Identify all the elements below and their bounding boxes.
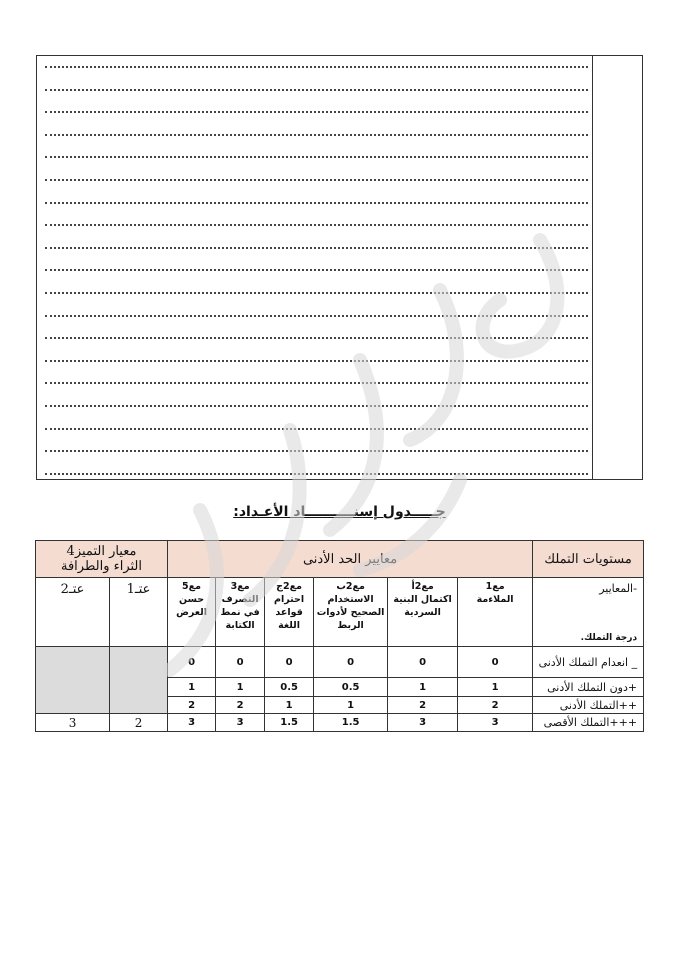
score-cell: 0.5 — [265, 678, 314, 697]
answer-box — [36, 55, 643, 480]
score-cell: 0 — [265, 647, 314, 678]
score-cell: 1 — [265, 697, 314, 714]
min-criteria-header: معايير الحد الأدنى — [168, 541, 533, 578]
writing-line — [45, 89, 588, 91]
score-cell: 2 — [216, 697, 265, 714]
excellence-score: 3 — [36, 714, 110, 732]
writing-line — [45, 269, 588, 271]
grading-table — [35, 540, 644, 732]
score-cell: 0 — [388, 647, 458, 678]
score-cell: 1.5 — [265, 714, 314, 732]
writing-line — [45, 337, 588, 339]
excellence-col-1: عتـ1 — [110, 578, 168, 647]
writing-line — [45, 66, 588, 68]
score-cell: 3 — [168, 714, 216, 732]
margin-line — [592, 56, 593, 479]
writing-line — [45, 202, 588, 204]
excellence-grey-cell — [110, 647, 168, 714]
levels-header: مستويات التملك — [533, 541, 644, 578]
score-cell: 0 — [216, 647, 265, 678]
score-cell: 3 — [458, 714, 533, 732]
criterion-3: مع3 التصرف في نمط الكتابة — [216, 578, 265, 647]
page-title: جـــــدول إسنــــــــــاد الأعـداد: — [233, 504, 446, 520]
score-cell: 3 — [216, 714, 265, 732]
criterion-1: مع1 الملاءمة — [458, 578, 533, 647]
score-cell: 1 — [314, 697, 388, 714]
writing-line — [45, 111, 588, 113]
level-label: +دون التملك الأدنى — [533, 678, 644, 697]
writing-line — [45, 473, 588, 475]
writing-line — [45, 428, 588, 430]
score-cell: 1 — [216, 678, 265, 697]
writing-line — [45, 179, 588, 181]
writing-line — [45, 360, 588, 362]
score-cell: 0 — [168, 647, 216, 678]
excellence-score: 2 — [110, 714, 168, 732]
writing-line — [45, 315, 588, 317]
writing-line — [45, 382, 588, 384]
score-cell: 1 — [168, 678, 216, 697]
writing-line — [45, 292, 588, 294]
criterion-2c: مع2ج احترام قواعد اللغة — [265, 578, 314, 647]
score-cell: 2 — [168, 697, 216, 714]
level-label: ++التملك الأدنى — [533, 697, 644, 714]
writing-line — [45, 134, 588, 136]
writing-line — [45, 247, 588, 249]
score-cell: 1 — [458, 678, 533, 697]
criterion-2a: مع2أ اكتمال البنية السردية — [388, 578, 458, 647]
score-cell: 0.5 — [314, 678, 388, 697]
score-cell: 3 — [388, 714, 458, 732]
excellence-col-2: عتـ2 — [36, 578, 110, 647]
writing-line — [45, 156, 588, 158]
excellence-grey-cell — [36, 647, 110, 714]
criterion-5: مع5 حسن العرض — [168, 578, 216, 647]
level-label: _ انعدام التملك الأدنى — [533, 647, 644, 678]
score-cell: 1.5 — [314, 714, 388, 732]
score-cell: 2 — [458, 697, 533, 714]
writing-line — [45, 224, 588, 226]
score-cell: 2 — [388, 697, 458, 714]
level-label: +++التملك الأقصى — [533, 714, 644, 732]
score-cell: 1 — [388, 678, 458, 697]
writing-line — [45, 450, 588, 452]
score-cell: 0 — [458, 647, 533, 678]
score-cell: 0 — [314, 647, 388, 678]
criteria-corner-cell: -المعايير درجة التملك. — [533, 578, 644, 647]
criterion-2b: مع2ب الاستخدام الصحيح لأدوات الربط — [314, 578, 388, 647]
writing-line — [45, 405, 588, 407]
excellence-header: معيار التميز4 الثراء والطرافة — [36, 541, 168, 578]
